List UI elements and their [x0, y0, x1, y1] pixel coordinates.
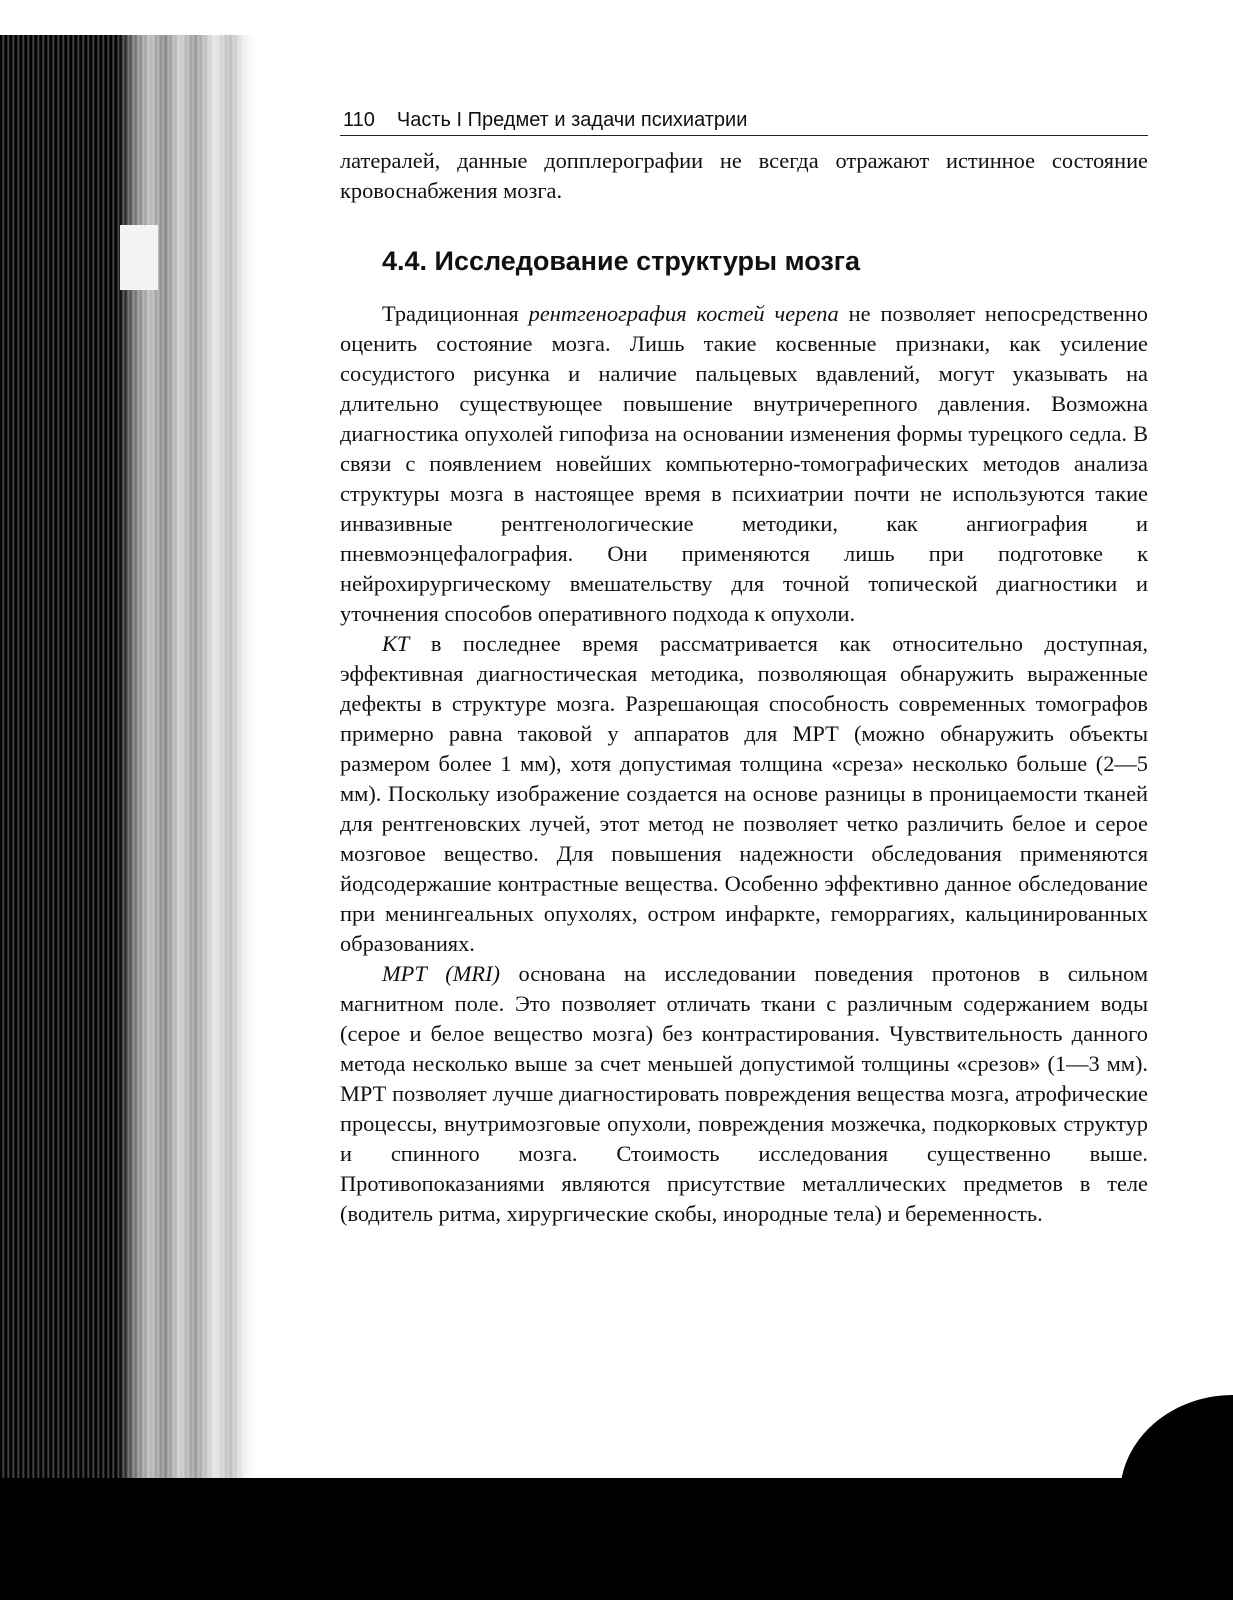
- scan-bottom-border: [0, 1478, 1233, 1600]
- section-title: Часть I Предмет и задачи психиатрии: [396, 109, 748, 131]
- continuation-paragraph: латералей, данные допплерографии не всегда отражают истинное состояние кровоснабжения мозга.: [340, 148, 1148, 203]
- section-heading: 4.4. Исследование структуры мозга: [382, 246, 861, 276]
- page-number: 110: [343, 109, 375, 131]
- spine-highlight: [120, 225, 158, 290]
- paragraph-radiography: [340, 299, 1148, 629]
- paragraph-text: основана на исследовании поведения протонов в сильном магнитном поле. Это позволяет отличать ткани с различным содержанием воды (серое и белое вещество мозга) без контрастирования. Чувствительность данного метода несколько выше за счет меньшей допустимой толщины «срезов» (1—3 мм). МРТ позволяет лучше диагностировать повреждения вещества мозга, атрофические процессы, внутримозговые опухоли, повреждения мозжечка, подкорковых структур и спинного мозга. Стоимость исследования существенно выше. Противопоказаниями являются присутствие металлических предметов в теле (водитель ритма, хирургические скобы, инородные тела) и беременность.: [340, 961, 1148, 1226]
- term-radiography: рентгенография костей черепа: [528, 301, 839, 326]
- scan-margin: [0, 0, 1233, 40]
- term-mri: МРТ (MRI): [382, 961, 500, 986]
- paragraph-mri: [340, 959, 1148, 1229]
- paragraph-lead: Традиционная: [382, 301, 529, 326]
- paragraph-text: в последнее время рассматривается как относительно доступная, эффективная диагностическая методика, позволяющая обнаружить выраженные дефекты в структуре мозга. Разрешающая способность современных томографов примерно равна таковой у аппаратов для МРТ (можно обнаружить объекты размером более 1 мм), хотя допустимая толщина «среза» несколько больше (2—5 мм). Поскольку изображение создается на основе разницы в проницаемости тканей для рентгеновских лучей, этот метод не позволяет четко различить белое и серое мозговое вещество. Для повышения надежности обследования применяются йодсодержашие контрастные вещества. Особенно эффективно данное обследование при менингеальных опухолях, остром инфаркте, геморрагиях, кальцинированных образованиях.: [340, 631, 1148, 956]
- book-page: [340, 105, 1148, 1229]
- paragraph-ct: [340, 629, 1148, 959]
- running-header: [340, 105, 1148, 136]
- paragraph-text: не позволяет непосредственно оценить состояние мозга. Лишь такие косвенные признаки, как усиление сосудистого рисунка и наличие пальцевых вдавлений, могут указывать на длительно существующее повышение внутричерепного давления. Возможна диагностика опухолей гипофиза на основании изменения формы турецкого седла. В связи с появлением новейших компьютерно-томографических методов анализа структуры мозга в настоящее время в психиатрии почти не используются такие инвазивные рентгенологические методики, как ангиография и пневмоэнцефалография. Они применяются лишь при подготовке к нейрохирургическому вмешательству для точной топической диагностики и уточнения способов оперативного подхода к опухоли.: [340, 301, 1148, 626]
- term-ct: КТ: [382, 631, 410, 656]
